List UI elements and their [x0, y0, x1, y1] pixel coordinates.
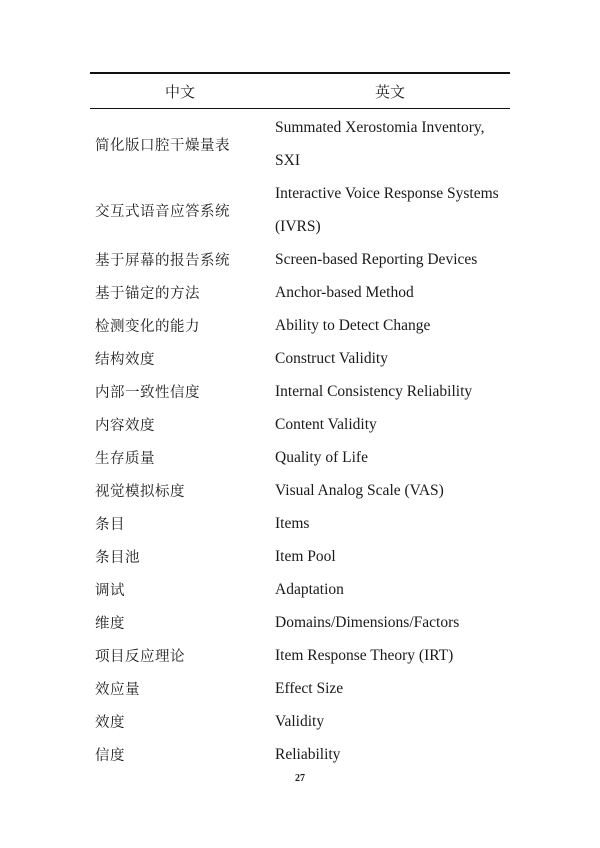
table-row [90, 540, 510, 573]
term-english: Validity [275, 713, 325, 730]
term-english: Internal Consistency Reliability [275, 383, 473, 400]
term-chinese: 条目池 [95, 550, 140, 566]
term-chinese: 效应量 [95, 682, 140, 698]
table-row [90, 342, 510, 375]
table-row [90, 639, 510, 672]
term-english: Content Validity [275, 416, 377, 433]
term-english: Screen-based Reporting Devices [275, 251, 478, 268]
term-chinese: 内部一致性信度 [95, 385, 200, 401]
term-english: Effect Size [275, 680, 344, 697]
table-header-row [90, 74, 510, 108]
term-english: Visual Analog Scale (VAS) [275, 482, 444, 499]
table-row [90, 177, 510, 243]
term-english: Item Pool [275, 548, 336, 565]
term-chinese: 交互式语音应答系统 [95, 203, 230, 220]
glossary-table [90, 72, 510, 771]
term-chinese: 维度 [95, 616, 125, 632]
term-chinese: 调试 [95, 583, 125, 599]
term-chinese: 项目反应理论 [95, 649, 185, 665]
term-chinese: 结构效度 [95, 352, 155, 368]
term-english: Adaptation [275, 581, 344, 598]
term-chinese: 视觉模拟标度 [95, 484, 185, 500]
table-row [90, 276, 510, 309]
table-row [90, 573, 510, 606]
table-row [90, 507, 510, 540]
term-chinese: 简化版口腔干燥量表 [95, 137, 230, 154]
table-row [90, 474, 510, 507]
table-row [90, 375, 510, 408]
table-row [90, 309, 510, 342]
term-english: Ability to Detect Change [275, 317, 431, 334]
term-english: Reliability [275, 746, 341, 763]
table-row [90, 243, 510, 276]
table-row [90, 738, 510, 771]
term-english: Items [275, 515, 310, 532]
table-row [90, 441, 510, 474]
header-english: 英文 [374, 82, 405, 101]
table-row [90, 705, 510, 738]
term-english: Item Response Theory (IRT) [275, 647, 454, 664]
table-body [90, 109, 510, 771]
term-english: Anchor-based Method [275, 284, 414, 301]
term-chinese: 内容效度 [95, 418, 155, 434]
term-chinese: 基于锚定的方法 [95, 286, 200, 302]
table-row [90, 111, 510, 177]
term-english: Domains/Dimensions/Factors [275, 614, 460, 631]
table-row [90, 606, 510, 639]
term-chinese: 效度 [95, 715, 125, 731]
term-english: Summated Xerostomia Inventory, SXI [275, 119, 485, 169]
table-row [90, 672, 510, 705]
term-chinese: 检测变化的能力 [95, 319, 200, 335]
term-chinese: 条目 [95, 517, 125, 533]
page-number: 27 [295, 773, 305, 784]
header-chinese: 中文 [164, 82, 195, 101]
table-row [90, 408, 510, 441]
term-english: Construct Validity [275, 350, 388, 367]
term-chinese: 生存质量 [95, 451, 155, 467]
term-english: Quality of Life [275, 449, 368, 466]
term-chinese: 信度 [95, 748, 125, 764]
term-english: Interactive Voice Response Systems (IVRS) [275, 185, 499, 235]
term-chinese: 基于屏幕的报告系统 [95, 253, 230, 269]
